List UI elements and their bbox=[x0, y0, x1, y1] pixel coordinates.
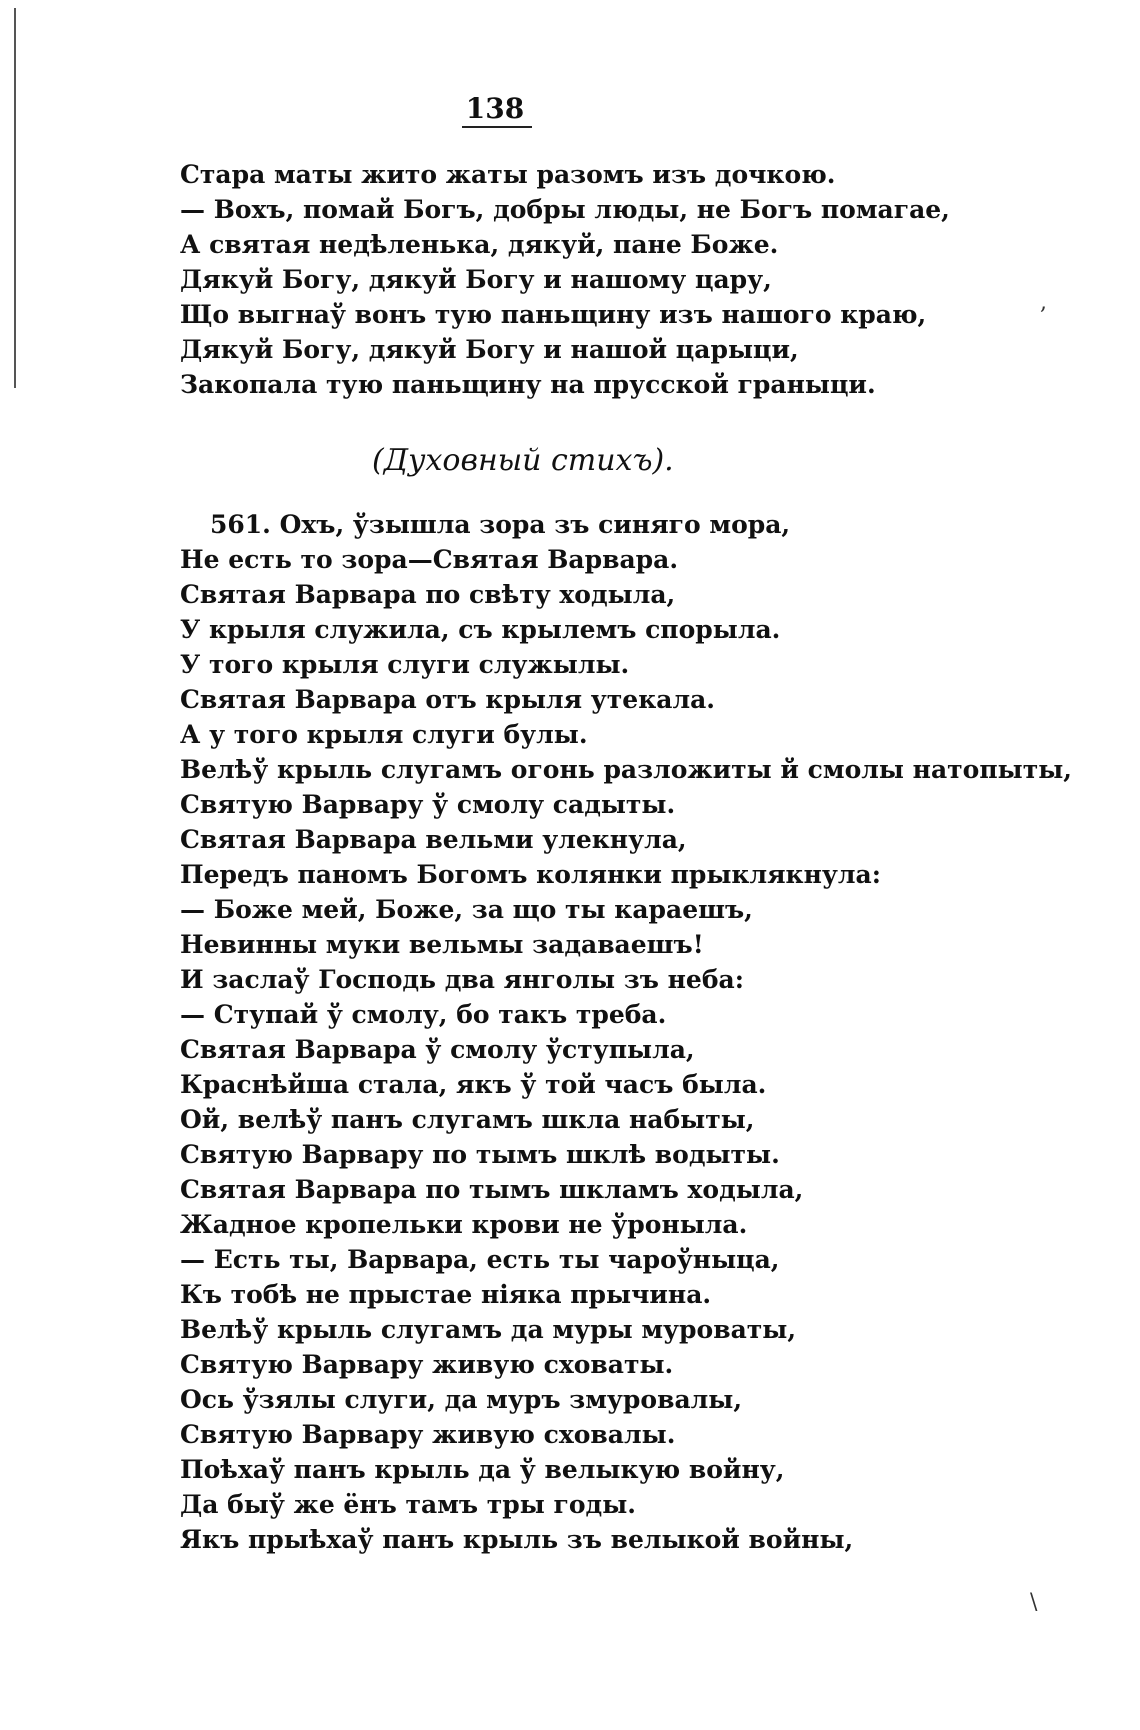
verse-line: Ось ўзялы слуги, да муръ змуровалы, bbox=[180, 1385, 743, 1414]
scan-speck-mark: , bbox=[1040, 290, 1047, 315]
verse-line: Краснѣйша стала, якъ ў той часъ была. bbox=[180, 1070, 767, 1099]
verse-line: Стара маты жито жаты разомъ изъ дочкою. bbox=[180, 160, 836, 189]
scan-speck-mark: \ bbox=[1030, 1590, 1038, 1615]
verse-line: — Вохъ, помай Богъ, добры люды, не Богъ помагае, bbox=[180, 195, 950, 224]
section-title: (Духовный стихъ). bbox=[372, 443, 674, 478]
verse-line: Невинны муки вельмы задаваешъ! bbox=[180, 930, 704, 959]
verse-line: Святая Варвара по свѣту ходыла, bbox=[180, 580, 676, 609]
verse-line: Къ тобѣ не прыстае ніяка прычина. bbox=[180, 1280, 712, 1309]
page-edge-line bbox=[14, 8, 16, 388]
page-number-rule bbox=[462, 126, 532, 128]
verse-line: Не есть то зора—Святая Варвара. bbox=[180, 545, 679, 574]
verse-line: Жадное кропельки крови не ўроныла. bbox=[180, 1210, 748, 1239]
verse-line: Що выгнаў вонъ тую паньщину изъ нашого краю, bbox=[180, 300, 927, 329]
verse-line: Дякуй Богу, дякуй Богу и нашому цару, bbox=[180, 265, 772, 294]
poem-number: 561. bbox=[210, 510, 271, 539]
poem-first-line bbox=[210, 510, 790, 540]
verse-line: У того крыля слуги служылы. bbox=[180, 650, 630, 679]
verse-line: Святую Варвару ў смолу садыты. bbox=[180, 790, 676, 819]
verse-line: Поѣхаў панъ крыль да ў велыкую войну, bbox=[180, 1455, 785, 1484]
verse-line: Велѣў крыль слугамъ да муры муроваты, bbox=[180, 1315, 797, 1344]
verse-line: А святая недѣленька, дякуй, пане Боже. bbox=[180, 230, 779, 259]
verse-line: Дякуй Богу, дякуй Богу и нашой царыци, bbox=[180, 335, 799, 364]
verse-line: Якъ прыѣхаў панъ крыль зъ велыкой войны, bbox=[180, 1525, 854, 1554]
verse-line: — Ступай ў смолу, бо такъ треба. bbox=[180, 1000, 667, 1029]
verse-line: — Боже мей, Боже, за що ты караешъ, bbox=[180, 895, 753, 924]
verse-line: — Есть ты, Варвара, есть ты чароўныца, bbox=[180, 1245, 780, 1274]
verse-line: Святую Варвару живую сховаты. bbox=[180, 1350, 674, 1379]
verse-line: У крыля служила, съ крылемъ спорыла. bbox=[180, 615, 781, 644]
verse-line: Передъ паномъ Богомъ колянки прыклякнула: bbox=[180, 860, 881, 889]
verse-line: Велѣў крыль слугамъ огонь разложиты й смолы натопыты, bbox=[180, 755, 1072, 784]
verse-line: Да быў же ёнъ тамъ тры годы. bbox=[180, 1490, 636, 1519]
verse-line: Святую Варвару по тымъ шклѣ водыты. bbox=[180, 1140, 780, 1169]
verse-line: Святая Варвара вельми улекнула, bbox=[180, 825, 687, 854]
verse-line: А у того крыля слуги булы. bbox=[180, 720, 588, 749]
verse-line: Охъ, ўзышла зора зъ синяго мора, bbox=[270, 510, 791, 539]
verse-line: Святая Варвара ў смолу ўступыла, bbox=[180, 1035, 695, 1064]
verse-line: Святая Варвара по тымъ шкламъ ходыла, bbox=[180, 1175, 804, 1204]
verse-line: И заслаў Господь два янголы зъ неба: bbox=[180, 965, 744, 994]
verse-line: Ой, велѣў панъ слугамъ шкла набыты, bbox=[180, 1105, 755, 1134]
page-number: 138 bbox=[465, 92, 525, 125]
verse-line: Святая Варвара отъ крыля утекала. bbox=[180, 685, 715, 714]
verse-line: Святую Варвару живую сховалы. bbox=[180, 1420, 676, 1449]
verse-line: Закопала тую паньщину на прусской граныци. bbox=[180, 370, 876, 399]
